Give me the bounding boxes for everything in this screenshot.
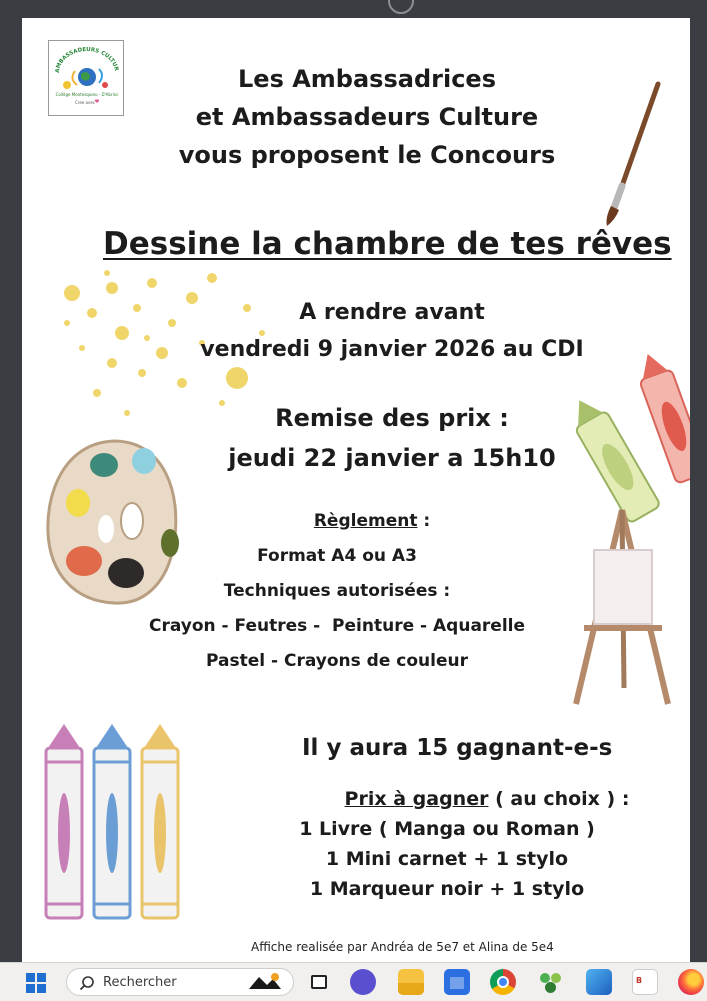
svg-text:AMBASSADEURS CULTURE [49,41,119,73]
file-explorer-icon[interactable] [398,969,424,995]
bcdi-icon[interactable]: B [632,969,658,995]
search-icon [79,975,95,991]
firefox-icon[interactable] [678,969,704,995]
header-text [142,60,592,174]
rules-heading [162,504,582,539]
prize-item-3: 1 Marqueur noir + 1 stylo [309,878,585,900]
copilot-icon[interactable] [350,969,376,995]
prizes-heading [302,784,672,814]
store-icon[interactable] [444,969,470,995]
easel-icon [562,508,682,708]
deadline-block [172,294,612,368]
ceremony-line-2: jeudi 22 janvier a 15h10 [228,444,556,472]
poster-credits: Affiche realisée par Andréa de 5e7 et Alina de 5e4 [251,940,554,954]
rule-format: Format A4 ou A3 [257,546,417,566]
contest-title: Dessine la chambre de tes rêves [103,226,672,262]
header-line-1: Les Ambassadrices [238,65,496,93]
ceremony-line-1: Remise des prix : [275,404,509,432]
rule-techniques-list-2: Pastel - Crayons de couleur [206,651,468,671]
app-icon[interactable] [538,969,564,995]
search-highlight-icon [245,971,287,995]
deadline-line-1: A rendre avant [299,300,485,325]
window-top-bar [0,0,707,18]
windows-start-icon[interactable] [26,973,46,993]
deadline-line-2: vendredi 9 janvier 2026 au CDI [200,337,584,362]
prize-item-1: 1 Livre ( Manga ou Roman ) [299,818,595,840]
taskbar-search-box[interactable] [66,968,294,996]
taskbar [0,962,707,1001]
chrome-icon[interactable] [490,969,516,995]
taskview-icon[interactable] [306,969,332,995]
camera-icon [388,0,414,14]
prize-ceremony-block [192,398,592,478]
prizes-block [272,784,672,904]
search-placeholder: Rechercher [103,975,177,990]
logo-line2: Cree avec [74,100,96,105]
header-line-2: et Ambassadeurs Culture [195,103,539,131]
logo-arc-text: AMBASSADEURS CULTUR [54,46,119,74]
rules-block [148,504,582,679]
rule-techniques-label: Techniques autorisées : [223,581,451,601]
school-logo [48,40,124,116]
logo-graphic [49,41,125,117]
rule-techniques-list-1: Crayon - Feutres - Peinture - Aquarelle [148,616,526,636]
photos-icon[interactable] [586,969,612,995]
paintbrush-icon [592,78,672,228]
prize-item-2: 1 Mini carnet + 1 stylo [325,848,569,870]
prizes-heading-suffix: ( au choix ) : [488,788,630,810]
header-line-3: vous proposent le Concours [178,141,556,169]
winners-count: Il y aura 15 gagnant-e-s [302,735,613,761]
poster [22,18,690,962]
rules-heading-suffix: : [417,511,431,531]
rules-heading-label: Règlement [313,511,418,531]
logo-line1: Collège Montesquieu - D'Abrinc [55,92,119,97]
crayons-bottom-left-decoration [42,718,192,928]
prizes-heading-label: Prix à gagner [344,788,489,810]
